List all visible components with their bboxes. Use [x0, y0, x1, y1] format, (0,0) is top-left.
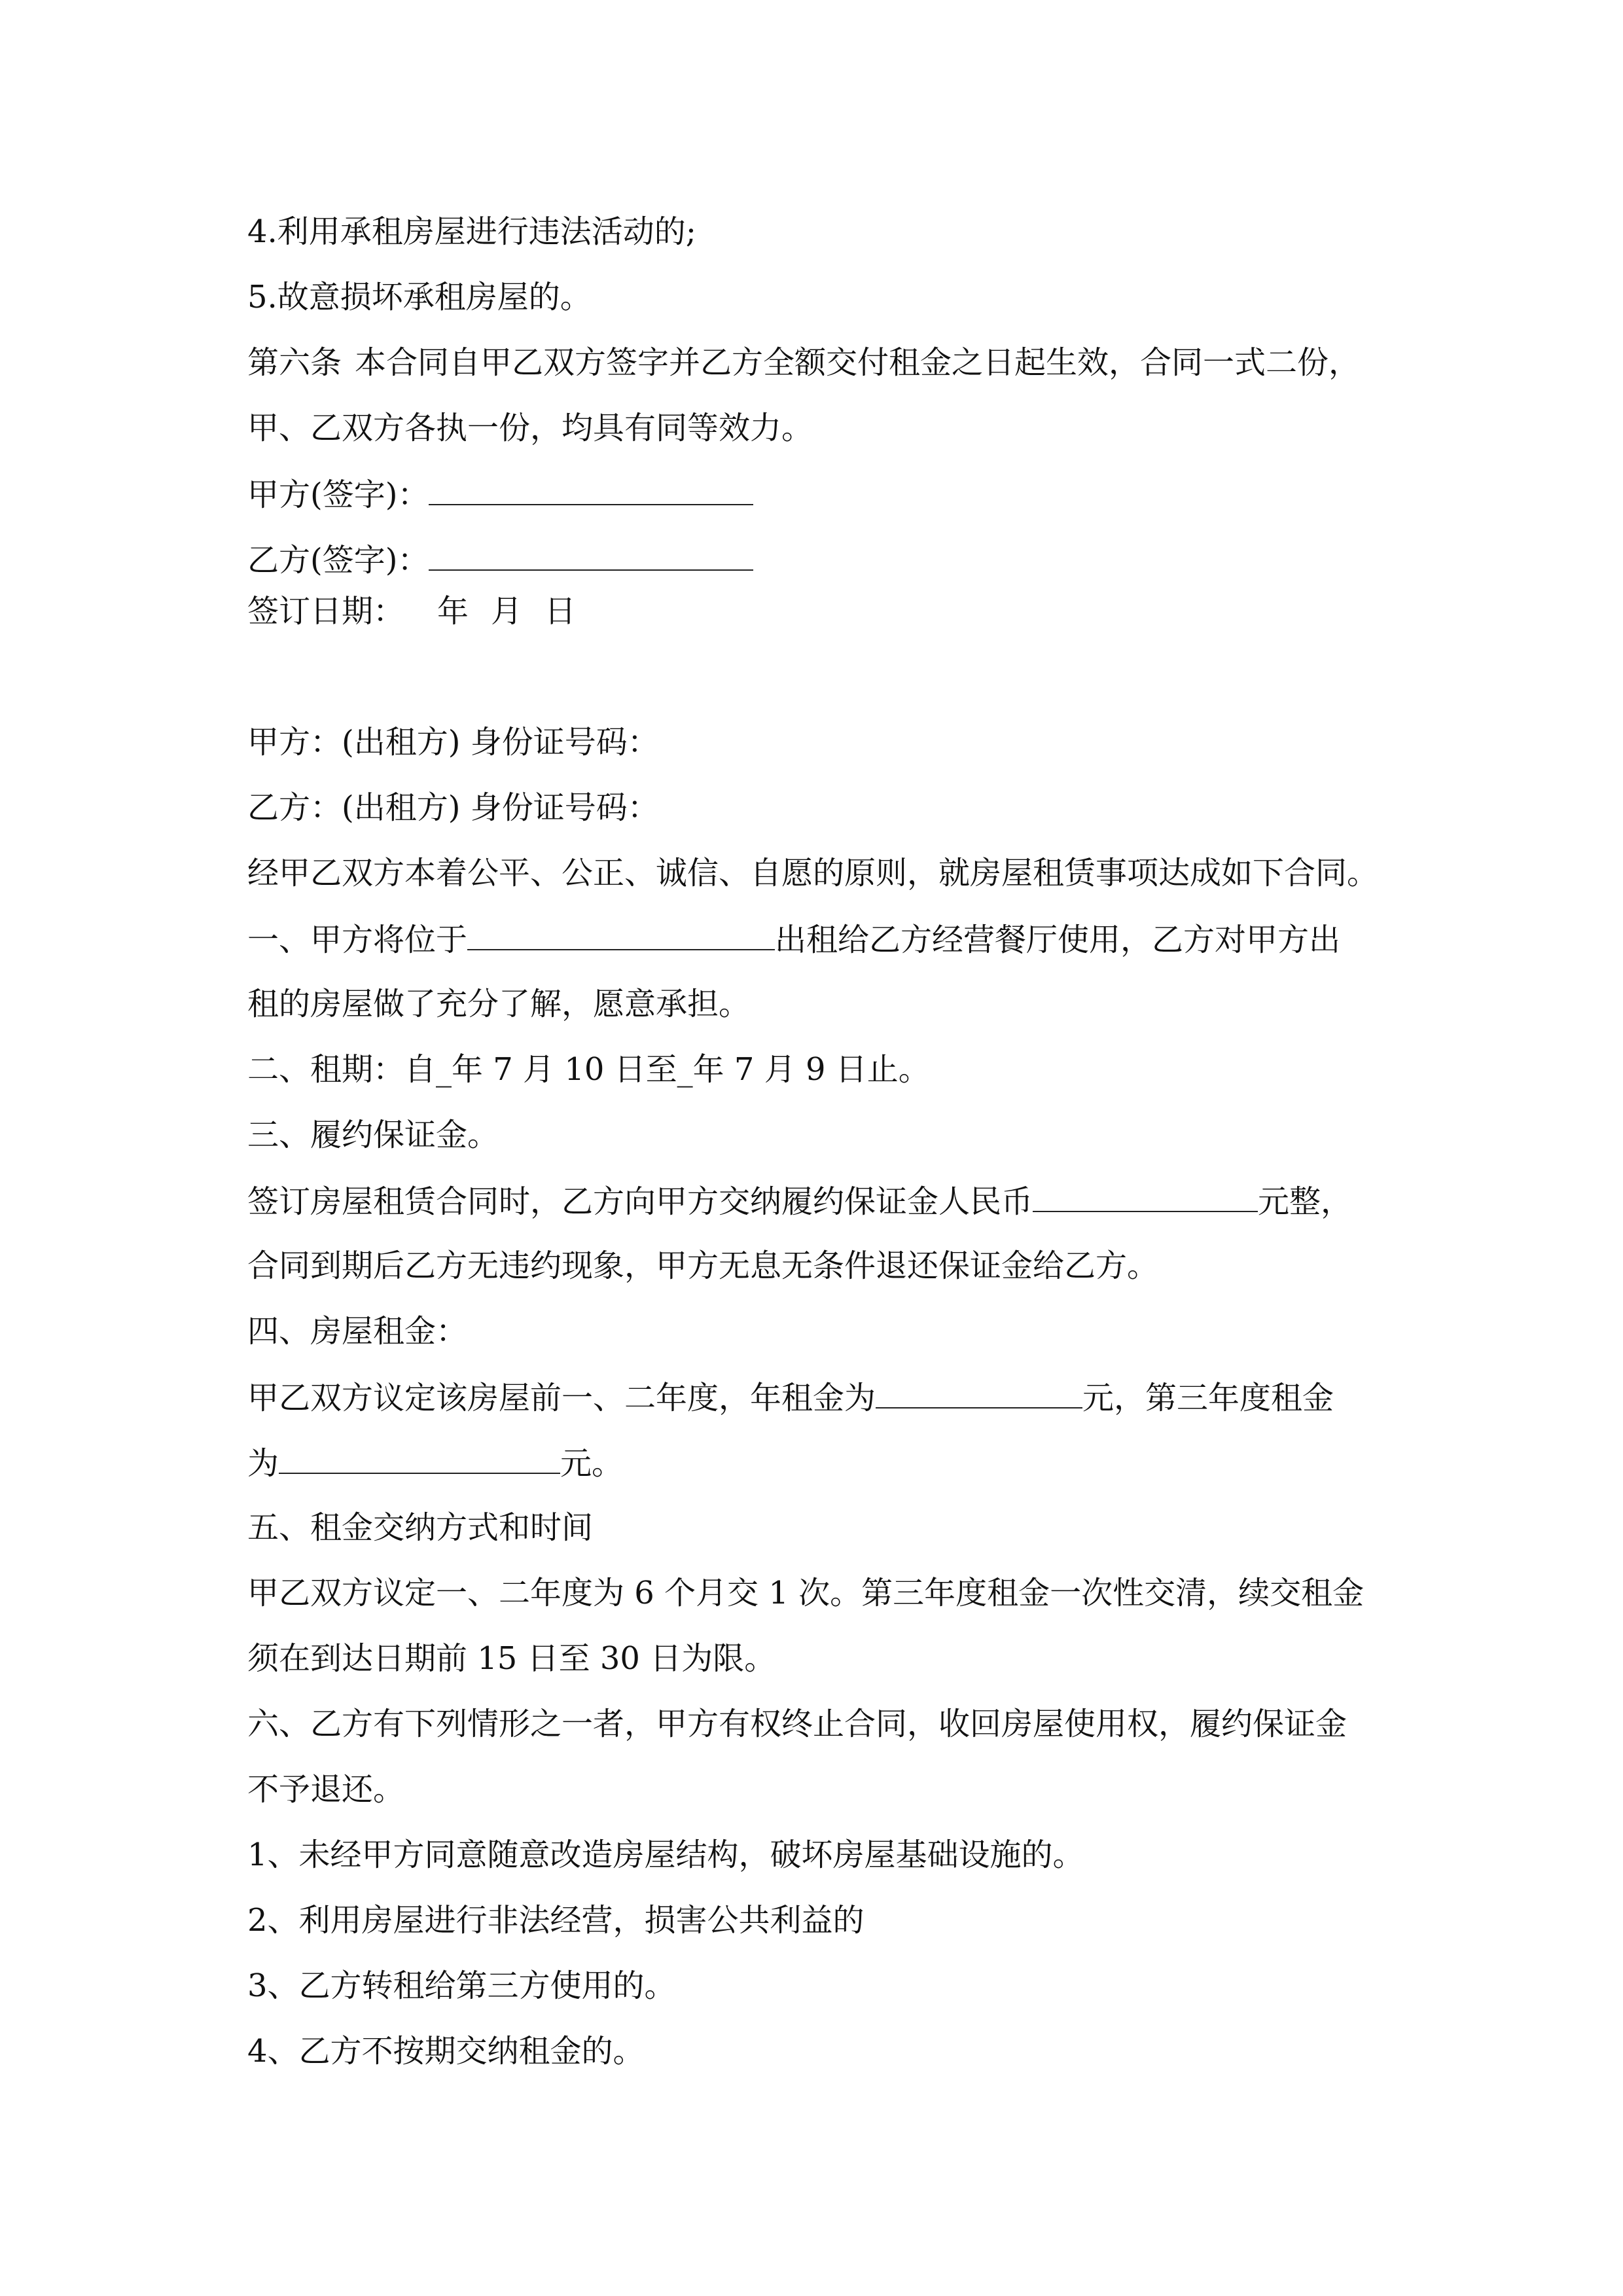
signing-date-label: 签订日期： [247, 593, 405, 630]
termination-item-4: 4、乙方不按期交纳租金的。 [247, 2033, 645, 2070]
rent-line-1 [247, 1377, 1334, 1418]
signing-date-month: 月 [491, 593, 523, 630]
party-b-signature-line [247, 539, 753, 580]
section-four-heading: 四、房屋租金： [247, 1313, 468, 1350]
rent-third-year-text: 元，第三年度租金 [1082, 1380, 1334, 1416]
deposit-unit: 元整， [1258, 1183, 1353, 1220]
article-six-label: 第六条 [247, 344, 342, 381]
rent-text: 甲乙双方议定该房屋前一、二年度，年租金为 [247, 1380, 876, 1416]
signing-date-line [247, 592, 576, 631]
deposit-line-1 [247, 1181, 1352, 1221]
rent-line-2-unit: 元。 [560, 1445, 624, 1482]
section-one-line-1 [247, 919, 1340, 960]
section-three-heading: 三、履约保证金。 [247, 1117, 499, 1153]
signing-date-day: 日 [544, 593, 577, 630]
section-five-heading: 五、租金交纳方式和时间 [247, 1509, 594, 1546]
property-location-blank [467, 919, 775, 950]
termination-item-1: 1、未经甲方同意随意改造房屋结构，破坏房屋基础设施的。 [247, 1837, 1084, 1873]
party-a-signature-label: 甲方(签字)： [247, 476, 429, 513]
party-a-signature-line [247, 474, 753, 514]
section-one-line-2: 租的房屋做了充分了解，愿意承担。 [247, 986, 751, 1022]
termination-item-3: 3、乙方转租给第三方使用的。 [247, 1967, 676, 2004]
party-b-signature-blank [429, 539, 753, 571]
third-year-rent-blank [279, 1443, 560, 1474]
article-six-line-1 [247, 343, 1360, 382]
annual-rent-blank [876, 1377, 1082, 1408]
section-two-term: 二、租期：自_年 7 月 10 日至_年 7 月 9 日止。 [247, 1051, 930, 1088]
rent-line-2 [247, 1443, 623, 1483]
rent-line-2-lead: 为 [247, 1445, 279, 1482]
deposit-line-2: 合同到期后乙方无违约现象，甲方无息无条件退还保证金给乙方。 [247, 1247, 1159, 1284]
section-six-line-1: 六、乙方有下列情形之一者，甲方有权终止合同，收回房屋使用权，履约保证金 [247, 1706, 1347, 1742]
article-six-line-2: 甲、乙双方各执一份，均具有同等效力。 [247, 410, 813, 446]
section-one-text: 出租给乙方经营餐厅使用，乙方对甲方出 [775, 922, 1341, 958]
party-b-signature-label: 乙方(签字)： [247, 542, 429, 579]
clause-4-illegal-use: 4.利用承租房屋进行违法活动的; [247, 213, 696, 250]
deposit-text: 签订房屋租赁合同时，乙方向甲方交纳履约保证金人民币 [247, 1183, 1033, 1220]
clause-5-damage: 5.故意损坏承租房屋的。 [247, 279, 592, 315]
signing-date-year: 年 [437, 593, 469, 630]
party-b-id-line: 乙方：(出租方) 身份证号码： [247, 789, 659, 826]
deposit-amount-blank [1033, 1181, 1258, 1212]
payment-line-2: 须在到达日期前 15 日至 30 日为限。 [247, 1640, 776, 1677]
section-six-line-2: 不予退还。 [247, 1771, 405, 1808]
payment-line-1: 甲乙双方议定一、二年度为 6 个月交 1 次。第三年度租金一次性交清，续交租金 [247, 1575, 1364, 1611]
section-one-lead: 一、甲方将位于 [247, 922, 468, 958]
article-six-text: 本合同自甲乙双方签字并乙方全额交付租金之日起生效，合同一式二份， [355, 344, 1361, 381]
preamble: 经甲乙双方本着公平、公正、诚信、自愿的原则，就房屋租赁事项达成如下合同。 [247, 855, 1379, 891]
party-a-signature-blank [429, 474, 753, 505]
party-a-id-line: 甲方：(出租方) 身份证号码： [247, 724, 659, 761]
termination-item-2: 2、利用房屋进行非法经营，损害公共利益的 [247, 1902, 865, 1939]
